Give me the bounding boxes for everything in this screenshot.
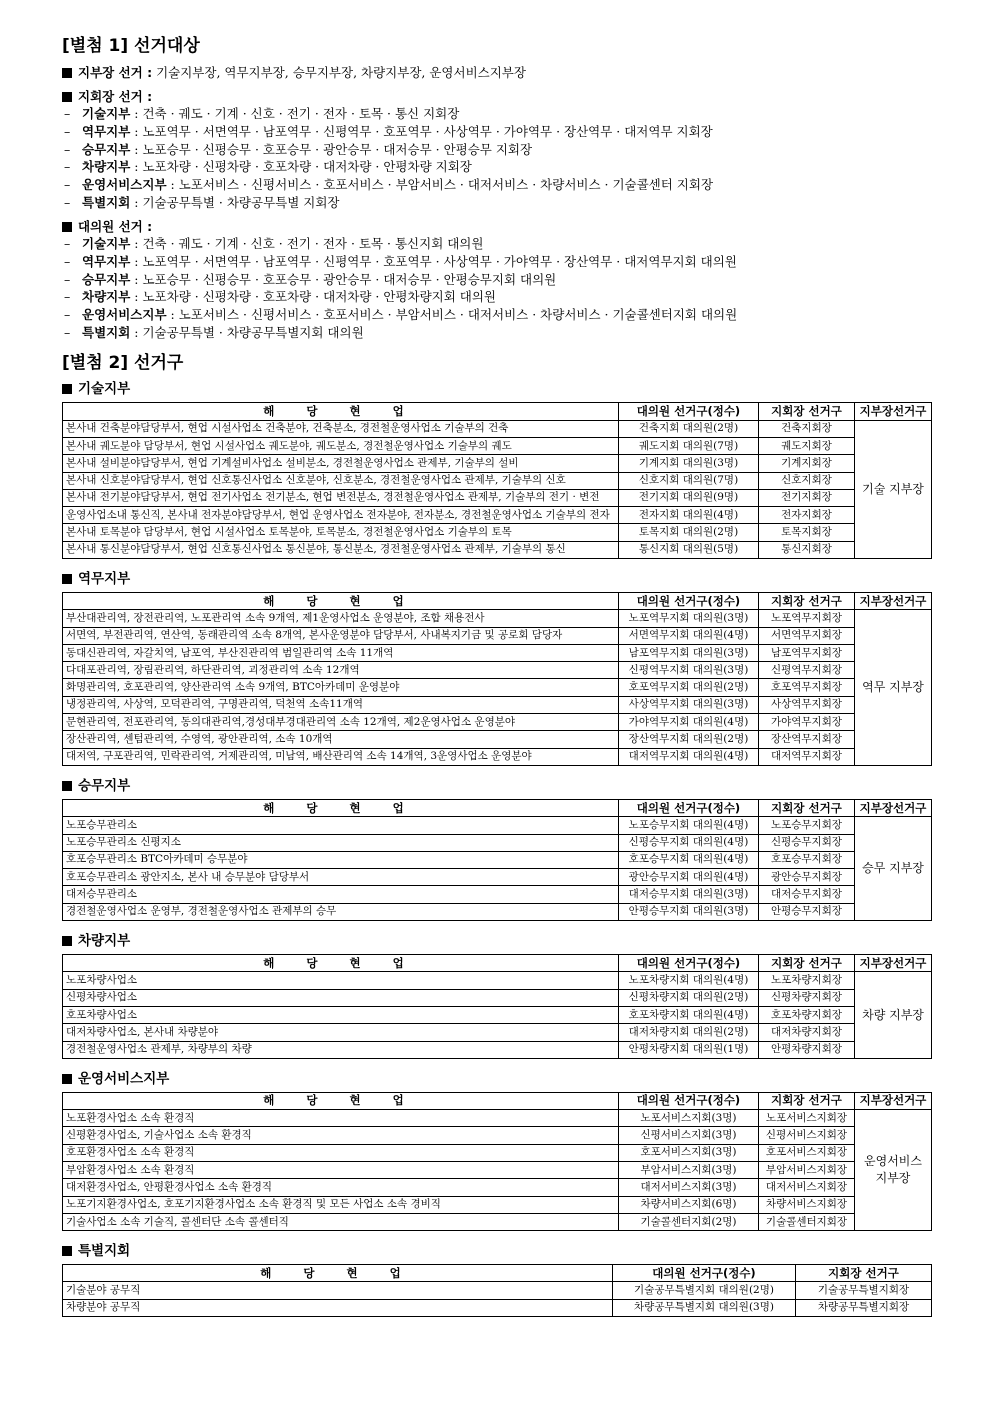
cell-scope: 부산대관리역, 장전관리역, 노포관리역 소속 9개역, 제1운영사업소 운영분야, 조합 채용전사 bbox=[63, 610, 619, 627]
cell-chapter: 장산역무지회장 bbox=[759, 731, 855, 748]
cell-delegate: 신평승무지회 대의원(4명) bbox=[619, 834, 759, 851]
header-delegate: 대의원 선거구(정수) bbox=[619, 1092, 759, 1109]
header-branch: 지부장선거구 bbox=[855, 592, 932, 609]
cell-delegate: 기계지회 대의원(3명) bbox=[619, 455, 759, 472]
branch-name: 특별지회 bbox=[82, 194, 131, 210]
table-row bbox=[63, 1196, 932, 1213]
header-branch: 지부장선거구 bbox=[855, 403, 932, 420]
list-item-text: : 노포승무 · 신평승무 · 호포승무 · 광안승무 · 대저승무 · 안평승무지회 대의원 bbox=[130, 271, 557, 287]
table-row bbox=[63, 834, 932, 851]
section-heading bbox=[62, 776, 932, 796]
table-row bbox=[63, 1282, 932, 1299]
header-delegate: 대의원 선거구(정수) bbox=[619, 799, 759, 816]
district-table bbox=[62, 1264, 932, 1317]
cell-chapter: 서면역무지회장 bbox=[759, 627, 855, 644]
cell-delegate: 노포차량지회 대의원(4명) bbox=[619, 972, 759, 989]
cell-chapter: 차량공무특별지회장 bbox=[796, 1299, 932, 1316]
list-item bbox=[62, 324, 932, 342]
table-row bbox=[63, 1144, 932, 1161]
branch-name: 역무지부 bbox=[82, 253, 131, 269]
list-item bbox=[62, 105, 932, 123]
table-row bbox=[63, 989, 932, 1006]
cell-scope: 서면역, 부전관리역, 연산역, 동래관리역 소속 8개역, 본사운영분야 담당부서, 사내복지기금 및 공로회 담당자 bbox=[63, 627, 619, 644]
table-header-row bbox=[63, 955, 932, 972]
cell-chapter: 호포서비스지회장 bbox=[759, 1144, 855, 1161]
list-item bbox=[62, 253, 932, 271]
bullet-square-icon bbox=[62, 92, 72, 102]
cell-delegate: 대저서비스지회(3명) bbox=[619, 1179, 759, 1196]
list-item bbox=[62, 123, 932, 141]
list-item bbox=[62, 158, 932, 176]
cell-scope: 본사내 신호분야담당부서, 현업 신호통신사업소 신호분야, 신호분소, 경전철운영사업소 관제부, 기술부의 신호 bbox=[63, 472, 619, 489]
cell-scope: 경전철운영사업소 운영부, 경전철운영사업소 관제부의 승무 bbox=[63, 903, 619, 920]
cell-delegate: 안평승무지회 대의원(3명) bbox=[619, 903, 759, 920]
district-table bbox=[62, 402, 932, 559]
header-chapter: 지회장 선거구 bbox=[759, 799, 855, 816]
cell-delegate: 대저역무지회 대의원(4명) bbox=[619, 748, 759, 765]
section-title: 운영서비스지부 bbox=[78, 1070, 170, 1087]
cell-chapter: 노포서비스지회장 bbox=[759, 1110, 855, 1127]
cell-delegate: 부암서비스지회(3명) bbox=[619, 1162, 759, 1179]
cell-delegate: 대저차량지회 대의원(2명) bbox=[619, 1024, 759, 1041]
cell-scope: 장산관리역, 센텀관리역, 수영역, 광안관리역, 소속 10개역 bbox=[63, 731, 619, 748]
cell-delegate: 기술공무특별지회 대의원(2명) bbox=[613, 1282, 796, 1299]
table-row bbox=[63, 662, 932, 679]
cell-chapter: 신평역무지회장 bbox=[759, 662, 855, 679]
table-row bbox=[63, 610, 932, 627]
section-title: 역무지부 bbox=[78, 570, 131, 587]
delegate-election bbox=[62, 218, 932, 342]
branch-name: 차량지부 bbox=[82, 289, 131, 305]
list-item bbox=[62, 271, 932, 289]
header-chapter: 지회장 선거구 bbox=[796, 1265, 932, 1282]
bullet-square-icon bbox=[62, 1246, 72, 1256]
cell-chapter: 대저서비스지회장 bbox=[759, 1179, 855, 1196]
header-chapter: 지회장 선거구 bbox=[759, 955, 855, 972]
cell-scope: 신평차량사업소 bbox=[63, 989, 619, 1006]
cell-branch: 역무 지부장 bbox=[855, 610, 932, 766]
dash-marker: – bbox=[64, 177, 71, 193]
table-row bbox=[63, 972, 932, 989]
table-row bbox=[63, 1179, 932, 1196]
cell-scope: 호포승무관리소 광안지소, 본사 내 승무분야 담당부서 bbox=[63, 869, 619, 886]
table-row bbox=[63, 1006, 932, 1023]
cell-scope: 호포차량사업소 bbox=[63, 1006, 619, 1023]
cell-scope: 문현관리역, 전포관리역, 동의대관리역,경성대부경대관리역 소속 12개역, 제2운영사업소 운영분야 bbox=[63, 714, 619, 731]
dash-marker: – bbox=[64, 306, 71, 322]
cell-scope: 본사내 통신분야담당부서, 현업 신호통신사업소 통신분야, 통신분소, 경전철운영사업소 관제부, 기술부의 통신 bbox=[63, 541, 619, 558]
cell-chapter: 가야역무지회장 bbox=[759, 714, 855, 731]
cell-chapter: 대저차량지회장 bbox=[759, 1024, 855, 1041]
cell-chapter: 토목지회장 bbox=[759, 524, 855, 541]
cell-scope: 노포승무관리소 신평지소 bbox=[63, 834, 619, 851]
dash-marker: – bbox=[64, 324, 71, 340]
cell-scope: 대저승무관리소 bbox=[63, 886, 619, 903]
cell-delegate: 호포차량지회 대의원(4명) bbox=[619, 1006, 759, 1023]
list-item bbox=[62, 141, 932, 159]
table-header-row bbox=[63, 1265, 932, 1282]
bullet-square-icon bbox=[62, 574, 72, 584]
cell-scope: 대저환경사업소, 안평환경사업소 소속 환경직 bbox=[63, 1179, 619, 1196]
header-branch: 지부장선거구 bbox=[855, 1092, 932, 1109]
dash-marker: – bbox=[64, 159, 71, 175]
table-row bbox=[63, 1299, 932, 1316]
delegate-list bbox=[62, 235, 932, 341]
cell-chapter: 신평차량지회장 bbox=[759, 989, 855, 1006]
cell-chapter: 호포역무지회장 bbox=[759, 679, 855, 696]
table-header-row bbox=[63, 799, 932, 816]
table-row bbox=[63, 869, 932, 886]
header-scope: 해 당 현 업 bbox=[63, 1265, 613, 1282]
cell-delegate: 차량공무특별지회 대의원(3명) bbox=[613, 1299, 796, 1316]
table-header-row bbox=[63, 1092, 932, 1109]
branch-name: 역무지부 bbox=[82, 124, 131, 140]
table-row bbox=[63, 679, 932, 696]
section-title: 기술지부 bbox=[78, 381, 131, 398]
list-item bbox=[62, 176, 932, 194]
cell-scope: 차량분야 공무직 bbox=[63, 1299, 613, 1316]
cell-chapter: 차량서비스지회장 bbox=[759, 1196, 855, 1213]
table-row bbox=[63, 1110, 932, 1127]
cell-delegate: 호포서비스지회(3명) bbox=[619, 1144, 759, 1161]
cell-delegate: 장산역무지회 대의원(2명) bbox=[619, 731, 759, 748]
branch-name: 운영서비스지부 bbox=[82, 306, 167, 322]
section-heading bbox=[62, 931, 932, 951]
cell-scope: 본사내 전기분야담당부서, 현업 전기사업소 전기분소, 현업 변전분소, 경전철운영사업소 관제부, 기술부의 전기 · 변전 bbox=[63, 489, 619, 506]
table-row bbox=[63, 455, 932, 472]
list-item-text: : 노포차량 · 신평차량 · 호포차량 · 대저차량 · 안평차량지회 대의원 bbox=[130, 289, 497, 305]
table-row bbox=[63, 437, 932, 454]
cell-scope: 노포기지환경사업소, 호포기지환경사업소 소속 환경직 및 모든 사업소 소속 경비직 bbox=[63, 1196, 619, 1213]
cell-scope: 대저차량사업소, 본사내 차량분야 bbox=[63, 1024, 619, 1041]
annex2-title: [별첨 2] 선거구 bbox=[62, 353, 184, 374]
branch-chief-label: 지부장 선거 : bbox=[78, 65, 153, 80]
header-delegate: 대의원 선거구(정수) bbox=[619, 403, 759, 420]
district-table bbox=[62, 799, 932, 921]
cell-chapter: 대저역무지회장 bbox=[759, 748, 855, 765]
district-table bbox=[62, 954, 932, 1059]
cell-delegate: 사상역무지회 대의원(3명) bbox=[619, 696, 759, 713]
header-scope: 해 당 현 업 bbox=[63, 955, 619, 972]
cell-chapter: 호포승무지회장 bbox=[759, 851, 855, 868]
table-row bbox=[63, 1041, 932, 1058]
cell-chapter: 안평차량지회장 bbox=[759, 1041, 855, 1058]
cell-scope: 노포차량사업소 bbox=[63, 972, 619, 989]
section-title: 승무지부 bbox=[78, 777, 131, 794]
table-row bbox=[63, 1024, 932, 1041]
section-heading bbox=[62, 569, 932, 589]
table-row bbox=[63, 489, 932, 506]
header-delegate: 대의원 선거구(정수) bbox=[619, 955, 759, 972]
list-item-text: : 노포서비스 · 신평서비스 · 호포서비스 · 부암서비스 · 대저서비스 · 차량서비스 · 기술콜센터 지회장 bbox=[166, 177, 714, 193]
cell-delegate: 차량서비스지회(6명) bbox=[619, 1196, 759, 1213]
table-row bbox=[63, 714, 932, 731]
cell-chapter: 궤도지회장 bbox=[759, 437, 855, 454]
cell-scope: 본사내 궤도분야 담당부서, 현업 시설사업소 궤도분야, 궤도분소, 경전철운영사업소 기술부의 궤도 bbox=[63, 437, 619, 454]
table-header-row bbox=[63, 403, 932, 420]
cell-chapter: 신호지회장 bbox=[759, 472, 855, 489]
cell-branch: 운영서비스 지부장 bbox=[855, 1110, 932, 1231]
district-table bbox=[62, 1092, 932, 1231]
dash-marker: – bbox=[64, 124, 71, 140]
list-item-text: : 노포차량 · 신평차량 · 호포차량 · 대저차량 · 안평차량 지회장 bbox=[130, 159, 472, 175]
bullet-square-icon bbox=[62, 222, 72, 232]
chapter-chief-label: 지회장 선거 : bbox=[78, 88, 153, 104]
bullet-square-icon bbox=[62, 384, 72, 394]
list-item-text: : 노포승무 · 신평승무 · 호포승무 · 광안승무 · 대저승무 · 안평승무 지회장 bbox=[130, 141, 533, 157]
table-row bbox=[63, 472, 932, 489]
header-delegate: 대의원 선거구(정수) bbox=[619, 592, 759, 609]
cell-scope: 기술사업소 소속 기술직, 콜센터단 소속 콜센터직 bbox=[63, 1213, 619, 1230]
dash-marker: – bbox=[64, 194, 71, 210]
list-item bbox=[62, 194, 932, 212]
cell-delegate: 궤도지회 대의원(7명) bbox=[619, 437, 759, 454]
cell-chapter: 건축지회장 bbox=[759, 420, 855, 437]
header-delegate: 대의원 선거구(정수) bbox=[613, 1265, 796, 1282]
table-row bbox=[63, 851, 932, 868]
cell-delegate: 남포역무지회 대의원(3명) bbox=[619, 644, 759, 661]
cell-chapter: 신평서비스지회장 bbox=[759, 1127, 855, 1144]
cell-scope: 다대포관리역, 장림관리역, 하단관리역, 괴정관리역 소속 12개역 bbox=[63, 662, 619, 679]
cell-delegate: 토목지회 대의원(2명) bbox=[619, 524, 759, 541]
chapter-chief-list bbox=[62, 105, 932, 211]
cell-branch: 승무 지부장 bbox=[855, 817, 932, 921]
section-title: 차량지부 bbox=[78, 933, 131, 950]
table-row bbox=[63, 696, 932, 713]
branch-chief-text: 기술지부장, 역무지부장, 승무지부장, 차량지부장, 운영서비스지부장 bbox=[156, 65, 526, 80]
cell-scope: 대저역, 구포관리역, 민락관리역, 거제관리역, 미남역, 배산관리역 소속 14개역, 3운영사업소 운영분야 bbox=[63, 748, 619, 765]
header-scope: 해 당 현 업 bbox=[63, 799, 619, 816]
branch-name: 승무지부 bbox=[82, 271, 131, 287]
cell-scope: 노포환경사업소 소속 환경직 bbox=[63, 1110, 619, 1127]
cell-chapter: 안평승무지회장 bbox=[759, 903, 855, 920]
dash-marker: – bbox=[64, 141, 71, 157]
cell-chapter: 전자지회장 bbox=[759, 507, 855, 524]
cell-scope: 본사내 토목분야 담당부서, 현업 시설사업소 토목분야, 토목분소, 경전철운영사업소 기술부의 토목 bbox=[63, 524, 619, 541]
bullet-square-icon bbox=[62, 781, 72, 791]
cell-delegate: 호포승무지회 대의원(4명) bbox=[619, 851, 759, 868]
cell-chapter: 기술공무특별지회장 bbox=[796, 1282, 932, 1299]
header-chapter: 지회장 선거구 bbox=[759, 592, 855, 609]
table-row bbox=[63, 541, 932, 558]
cell-chapter: 기술콜센터지회장 bbox=[759, 1213, 855, 1230]
dash-marker: – bbox=[64, 271, 71, 287]
table-row bbox=[63, 524, 932, 541]
cell-scope: 부암환경사업소 소속 환경직 bbox=[63, 1162, 619, 1179]
dash-marker: – bbox=[64, 106, 71, 122]
header-branch: 지부장선거구 bbox=[855, 955, 932, 972]
bullet-square-icon bbox=[62, 68, 72, 78]
annex1-title: [별첨 1] 선거대상 bbox=[62, 36, 200, 56]
dash-marker: – bbox=[64, 236, 71, 252]
cell-chapter: 광안승무지회장 bbox=[759, 869, 855, 886]
table-row bbox=[63, 1127, 932, 1144]
table-row bbox=[63, 748, 932, 765]
table-row bbox=[63, 507, 932, 524]
cell-delegate: 전자지회 대의원(4명) bbox=[619, 507, 759, 524]
list-item-text: : 기술공무특별 · 차량공무특별 지회장 bbox=[130, 194, 340, 210]
cell-scope: 화명관리역, 호포관리역, 양산관리역 소속 9개역, BTC아카데미 운영분야 bbox=[63, 679, 619, 696]
list-item-text: : 노포서비스 · 신평서비스 · 호포서비스 · 부암서비스 · 대저서비스 · 차량서비스 · 기술콜센터지회 대의원 bbox=[166, 306, 738, 322]
cell-delegate: 광안승무지회 대의원(4명) bbox=[619, 869, 759, 886]
district-tables bbox=[62, 379, 932, 1317]
cell-delegate: 건축지회 대의원(2명) bbox=[619, 420, 759, 437]
cell-delegate: 통신지회 대의원(5명) bbox=[619, 541, 759, 558]
list-item-text: : 건축 · 궤도 · 기계 · 신호 · 전기 · 전자 · 토목 · 통신 지회장 bbox=[130, 106, 460, 122]
dash-marker: – bbox=[64, 253, 71, 269]
cell-delegate: 신평서비스지회(3명) bbox=[619, 1127, 759, 1144]
branch-name: 특별지회 bbox=[82, 324, 131, 340]
branch-name: 기술지부 bbox=[82, 106, 131, 122]
branch-name: 차량지부 bbox=[82, 159, 131, 175]
list-item bbox=[62, 288, 932, 306]
list-item-text: : 노포역무 · 서면역무 · 남포역무 · 신평역무 · 호포역무 · 사상역무 · 가야역무 · 장산역무 · 대저역무지회 대의원 bbox=[130, 253, 737, 269]
bullet-square-icon bbox=[62, 936, 72, 946]
header-scope: 해 당 현 업 bbox=[63, 403, 619, 420]
cell-branch: 차량 지부장 bbox=[855, 972, 932, 1058]
cell-scope: 경전철운영사업소 관제부, 차량부의 차량 bbox=[63, 1041, 619, 1058]
cell-delegate: 노포승무지회 대의원(4명) bbox=[619, 817, 759, 834]
cell-scope: 본사내 건축분야담당부서, 현업 시설사업소 건축분야, 건축분소, 경전철운영사업소 기술부의 건축 bbox=[63, 420, 619, 437]
cell-chapter: 노포승무지회장 bbox=[759, 817, 855, 834]
header-chapter: 지회장 선거구 bbox=[759, 1092, 855, 1109]
header-chapter: 지회장 선거구 bbox=[759, 403, 855, 420]
chapter-chief-election bbox=[62, 88, 932, 212]
table-row bbox=[63, 903, 932, 920]
cell-chapter: 기계지회장 bbox=[759, 455, 855, 472]
section-heading bbox=[62, 379, 932, 399]
cell-chapter: 노포역무지회장 bbox=[759, 610, 855, 627]
cell-delegate: 대저승무지회 대의원(3명) bbox=[619, 886, 759, 903]
cell-chapter: 부암서비스지회장 bbox=[759, 1162, 855, 1179]
cell-delegate: 안평차량지회 대의원(1명) bbox=[619, 1041, 759, 1058]
cell-scope: 기술분야 공무직 bbox=[63, 1282, 613, 1299]
cell-delegate: 신호지회 대의원(7명) bbox=[619, 472, 759, 489]
branch-name: 기술지부 bbox=[82, 236, 131, 252]
header-scope: 해 당 현 업 bbox=[63, 1092, 619, 1109]
cell-scope: 본사내 설비분야담당부서, 현업 기계설비사업소 설비분소, 경전철운영사업소 관제부, 기술부의 설비 bbox=[63, 455, 619, 472]
cell-chapter: 신평승무지회장 bbox=[759, 834, 855, 851]
cell-delegate: 호포역무지회 대의원(2명) bbox=[619, 679, 759, 696]
cell-delegate: 신평역무지회 대의원(3명) bbox=[619, 662, 759, 679]
list-item-text: : 건축 · 궤도 · 기계 · 신호 · 전기 · 전자 · 토목 · 통신지회 대의원 bbox=[130, 236, 484, 252]
cell-scope: 냉정관리역, 사상역, 모덕관리역, 구명관리역, 덕천역 소속11개역 bbox=[63, 696, 619, 713]
list-item-text: : 노포역무 · 서면역무 · 남포역무 · 신평역무 · 호포역무 · 사상역무 · 가야역무 · 장산역무 · 대저역무 지회장 bbox=[130, 124, 713, 140]
cell-scope: 호포환경사업소 소속 환경직 bbox=[63, 1144, 619, 1161]
cell-delegate: 노포서비스지회(3명) bbox=[619, 1110, 759, 1127]
cell-chapter: 남포역무지회장 bbox=[759, 644, 855, 661]
document-page bbox=[62, 34, 932, 1317]
cell-chapter: 대저승무지회장 bbox=[759, 886, 855, 903]
header-scope: 해 당 현 업 bbox=[63, 592, 619, 609]
table-row bbox=[63, 886, 932, 903]
table-row bbox=[63, 1162, 932, 1179]
branch-name: 승무지부 bbox=[82, 141, 131, 157]
cell-scope: 동대신관리역, 자갈치역, 남포역, 부산진관리역 범일관리역 소속 11개역 bbox=[63, 644, 619, 661]
table-row bbox=[63, 817, 932, 834]
table-row bbox=[63, 731, 932, 748]
cell-chapter: 통신지회장 bbox=[759, 541, 855, 558]
section-heading bbox=[62, 1241, 932, 1261]
cell-chapter: 전기지회장 bbox=[759, 489, 855, 506]
cell-scope: 운영사업소내 통신직, 본사내 전자분야담당부서, 현업 운영사업소 전자분야, 전자분소, 경전철운영사업소 기술부의 전자 bbox=[63, 507, 619, 524]
branch-name: 운영서비스지부 bbox=[82, 177, 167, 193]
cell-chapter: 호포차량지회장 bbox=[759, 1006, 855, 1023]
cell-delegate: 서면역무지회 대의원(4명) bbox=[619, 627, 759, 644]
dash-marker: – bbox=[64, 289, 71, 305]
bullet-square-icon bbox=[62, 1074, 72, 1084]
cell-chapter: 노포차량지회장 bbox=[759, 972, 855, 989]
list-item bbox=[62, 306, 932, 324]
cell-scope: 호포승무관리소 BTC아카데미 승무분야 bbox=[63, 851, 619, 868]
cell-delegate: 기술콜센터지회(2명) bbox=[619, 1213, 759, 1230]
section-heading bbox=[62, 1069, 932, 1089]
table-row bbox=[63, 420, 932, 437]
list-item-text: : 기술공무특별 · 차량공무특별지회 대의원 bbox=[130, 324, 364, 340]
district-table bbox=[62, 592, 932, 766]
table-header-row bbox=[63, 592, 932, 609]
table-row bbox=[63, 644, 932, 661]
branch-chief-election bbox=[62, 64, 932, 82]
table-row bbox=[63, 1213, 932, 1230]
cell-delegate: 신평차량지회 대의원(2명) bbox=[619, 989, 759, 1006]
list-item bbox=[62, 235, 932, 253]
cell-chapter: 사상역무지회장 bbox=[759, 696, 855, 713]
section-title: 특별지회 bbox=[78, 1243, 131, 1260]
cell-delegate: 전기지회 대의원(9명) bbox=[619, 489, 759, 506]
cell-scope: 노포승무관리소 bbox=[63, 817, 619, 834]
table-row bbox=[63, 627, 932, 644]
cell-delegate: 가야역무지회 대의원(4명) bbox=[619, 714, 759, 731]
cell-branch: 기술 지부장 bbox=[855, 420, 932, 558]
cell-scope: 신평환경사업소, 기술사업소 소속 환경직 bbox=[63, 1127, 619, 1144]
cell-delegate: 노포역무지회 대의원(3명) bbox=[619, 610, 759, 627]
header-branch: 지부장선거구 bbox=[855, 799, 932, 816]
delegate-label: 대의원 선거 : bbox=[78, 218, 153, 234]
